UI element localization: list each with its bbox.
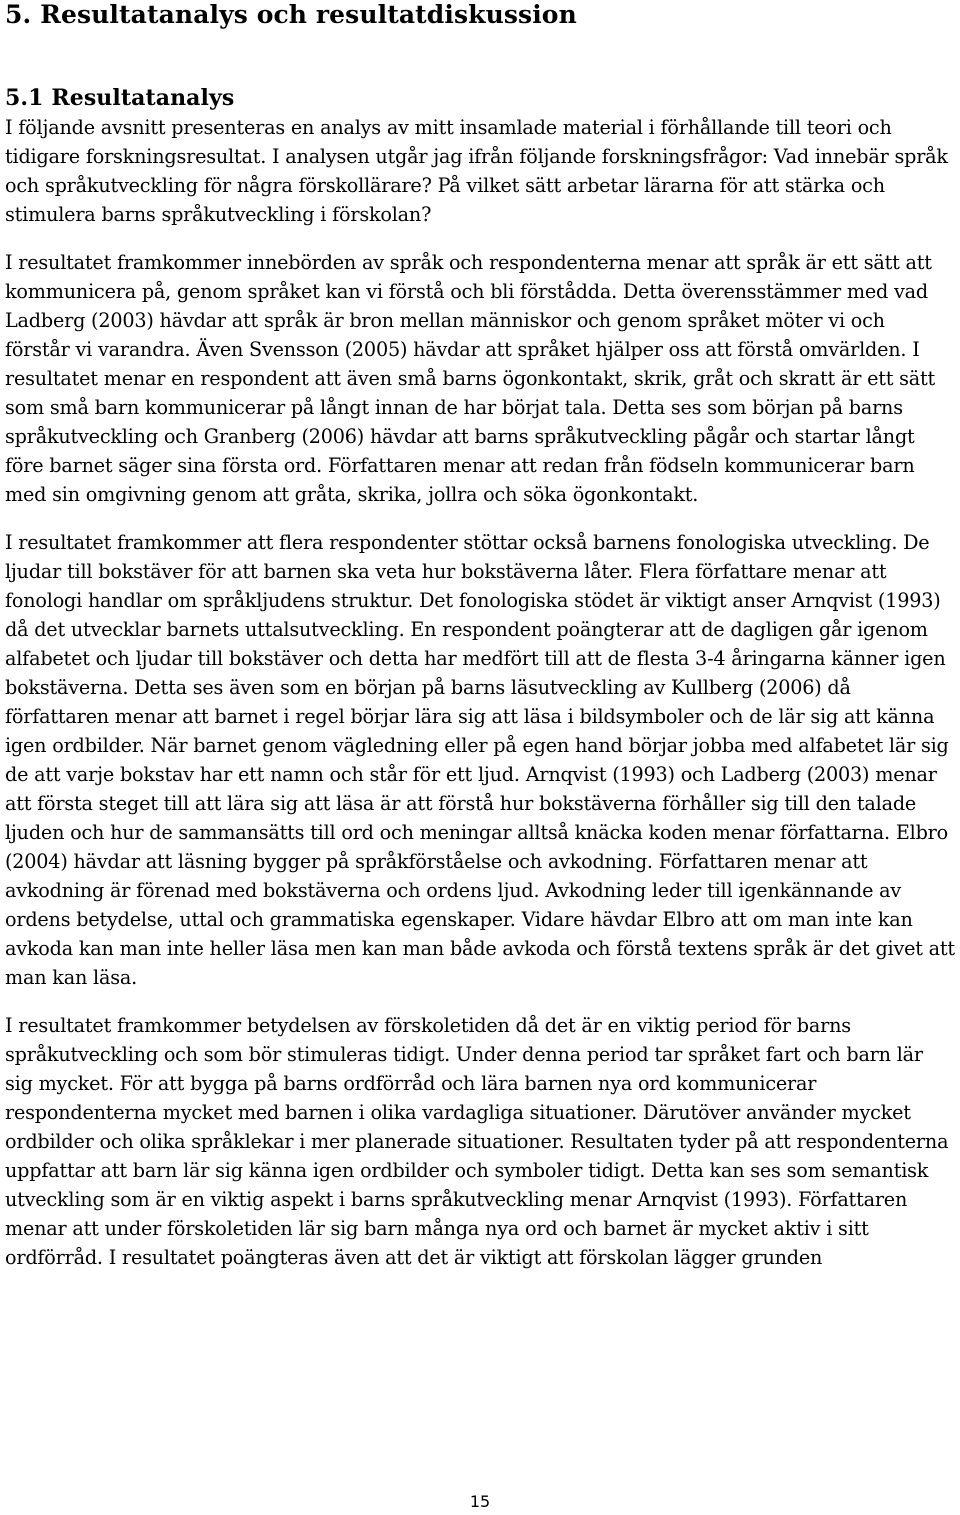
paragraph-preschool-period: I resultatet framkommer betydelsen av förskoletiden då det är en viktig period för barns språkutveckling och som bör stimuleras tidigt. Under denna period tar språket fart och barn lär sig mycket. För att bygga på barns ordförråd och lära barnen nya ord kommunicerar respondenterna mycket med barnen i olika vardagliga situationer. Därutöver använder mycket ordbilder och olika språklekar i mer planerade situationer. Resultaten tyder på att respondenterna uppfattar att barn lär sig känna igen ordbilder och symboler tidigt. Detta kan ses som semantisk utveckling som är en viktig aspekt i barns språkutveckling menar Arnqvist (1993). Författaren menar att under förskoletiden lär sig barn många nya ord och barnet är mycket aktiv i sitt ordförråd. I resultatet poängteras även att det är viktigt att förskolan lägger grunden xyxy=(5,1014,949,1269)
document-page xyxy=(5,0,955,1272)
paragraph-phonology: I resultatet framkommer att flera respondenter stöttar också barnens fonologiska utveckling. De ljudar till bokstäver för att barnen ska veta hur bokstäverna låter. Flera författare menar att fonologi handlar om språkljudens struktur. Det fonologiska stödet är viktigt anser Arnqvist (1993) då det utvecklar barnets uttalsutveckling. En respondent poängterar att de dagligen går igenom alfabetet och ljudar till bokstäver och detta har medfört till att de flesta 3-4 åringarna känner igen bokstäverna. Detta ses även som en början på barns läsutveckling av Kullberg (2006) då författaren menar att barnet i regel börjar lära sig att läsa i bildsymboler och de lär sig att känna igen ordbilder. När barnet genom vägledning eller på egen hand börjar jobba med alfabetet lär sig de att varje bokstav har ett namn och står för ett ljud. Arnqvist (1993) och Ladberg (2003) menar att första steget till att lära sig att läsa är att förstå hur bokstäverna förhåller sig till den talade ljuden och hur de sammansätts till ord och meningar alltså knäcka koden menar författarna. Elbro (2004) hävdar att läsning bygger på språkförståelse och avkodning. Författaren menar att avkodning är förenad med bokstäverna och ordens ljud. Avkodning leder till igenkännande av ordens betydelse, uttal och grammatiska egenskaper. Vidare hävdar Elbro att om man inte kan avkoda kan man inte heller läsa men kan man både avkoda och förstå textens språk är det givet att man kan läsa. xyxy=(5,531,955,989)
paragraph-intro: I följande avsnitt presenteras en analys av mitt insamlade material i förhållande till teori och tidigare forskningsresultat. I analysen utgår jag ifrån följande forskningsfrågor: Vad innebär språk och språkutveckling för några förskollärare? På vilket sätt arbetar lärarna för att stärka och stimulera barns språkutveckling i förskolan? xyxy=(5,116,948,226)
page-number: 15 xyxy=(469,1492,491,1511)
paragraph-language-meaning: I resultatet framkommer innebörden av språk och respondenterna menar att språk är ett sätt att kommunicera på, genom språket kan vi förstå och bli förstådda. Detta överensstämmer med vad Ladberg (2003) hävdar att språk är bron mellan människor och genom språket möter vi och förstår vi varandra. Även Svensson (2005) hävdar att språket hjälper oss att förstå omvärlden. I resultatet menar en respondent att även små barns ögonkontakt, skrik, gråt och skratt är ett sätt som små barn kommunicerar på långt innan de har börjat tala. Detta ses som början på barns språkutveckling och Granberg (2006) hävdar att barns språkutveckling pågår och startar långt före barnet säger sina första ord. Författaren menar att redan från födseln kommunicerar barn med sin omgivning genom att gråta, skrika, jollra och söka ögonkontakt. xyxy=(5,251,936,506)
section-heading: 5.1 Resultatanalys xyxy=(5,85,235,111)
chapter-heading: 5. Resultatanalys och resultatdiskussion xyxy=(5,0,577,29)
